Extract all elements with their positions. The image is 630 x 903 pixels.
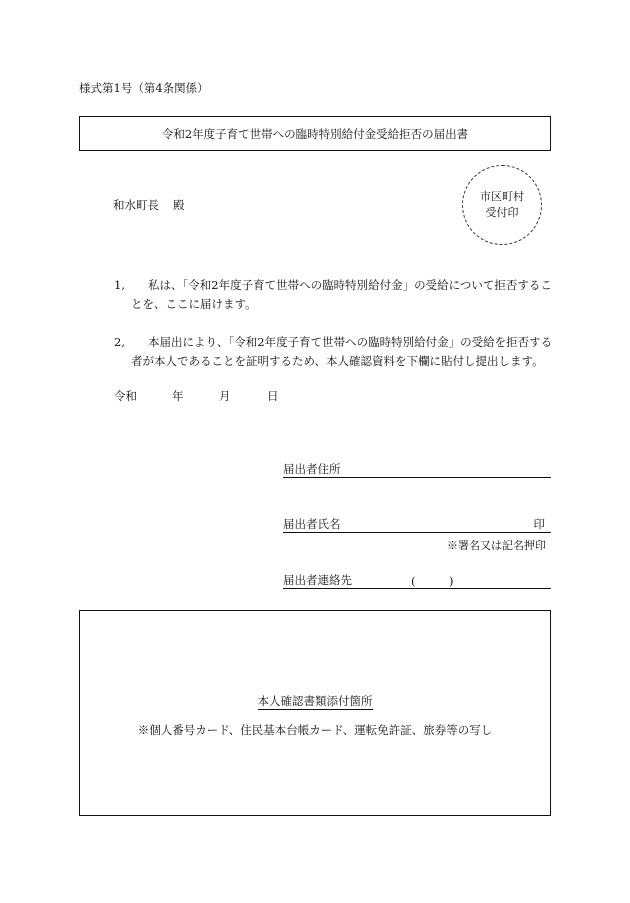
paragraph-1	[114, 276, 556, 314]
reception-stamp-area	[462, 165, 542, 245]
applicant-contact-field[interactable]	[283, 572, 551, 589]
id-section-note: ※個人番号カード、住民基本台帳カード、運転免許証、旅券等の写し	[137, 723, 493, 737]
addressee-honorific: 殿	[173, 198, 185, 212]
form-title-box	[79, 116, 551, 151]
applicant-name-label: 届出者氏名	[283, 517, 341, 531]
applicant-contact-label: 届出者連絡先	[283, 573, 352, 587]
paragraph-2	[114, 333, 556, 371]
applicant-name-field[interactable]	[283, 516, 551, 533]
paragraph-line: 本届出により、「令和2年度子育て世帯への臨時特別給付金」の受給を拒否する	[148, 335, 553, 349]
contact-paren-close: )	[449, 574, 454, 588]
date-era: 令和	[114, 389, 137, 403]
date-month-field[interactable]: 月	[219, 389, 231, 403]
addressee	[113, 197, 185, 213]
form-title: 令和2年度子育て世帯への臨時特別給付金受給拒否の届出書	[161, 126, 469, 141]
id-section-title-wrap	[80, 693, 550, 709]
paragraph-line: 者が本人であることを証明するため、本人確認資料を下欄に貼付し提出します。	[131, 354, 544, 368]
contact-paren-open: (	[411, 574, 416, 588]
id-document-attachment-area[interactable]	[79, 610, 551, 816]
seal-mark: 印	[533, 517, 545, 531]
paragraph-line: 私は、「令和2年度子育て世帯への臨時特別給付金」の受給について拒否するこ	[148, 278, 552, 292]
id-section-title: 本人確認書類添付箇所	[257, 694, 373, 708]
paragraph-number: 2,	[114, 335, 125, 349]
stamp-line-1: 市区町村	[480, 190, 524, 203]
applicant-address-field[interactable]	[283, 461, 551, 478]
stamp-line-2: 受付印	[485, 206, 519, 219]
date-year-field[interactable]: 年	[172, 389, 184, 403]
applicant-address-label: 届出者住所	[283, 462, 341, 476]
paragraph-line: とを、ここに届けます。	[131, 297, 257, 311]
form-number: 様式第1号（第4条関係）	[79, 81, 209, 95]
addressee-name: 和水町長	[113, 198, 159, 212]
date-day-field[interactable]: 日	[267, 389, 279, 403]
paragraph-number: 1,	[114, 278, 125, 292]
signature-note: ※署名又は記名押印	[447, 539, 546, 552]
